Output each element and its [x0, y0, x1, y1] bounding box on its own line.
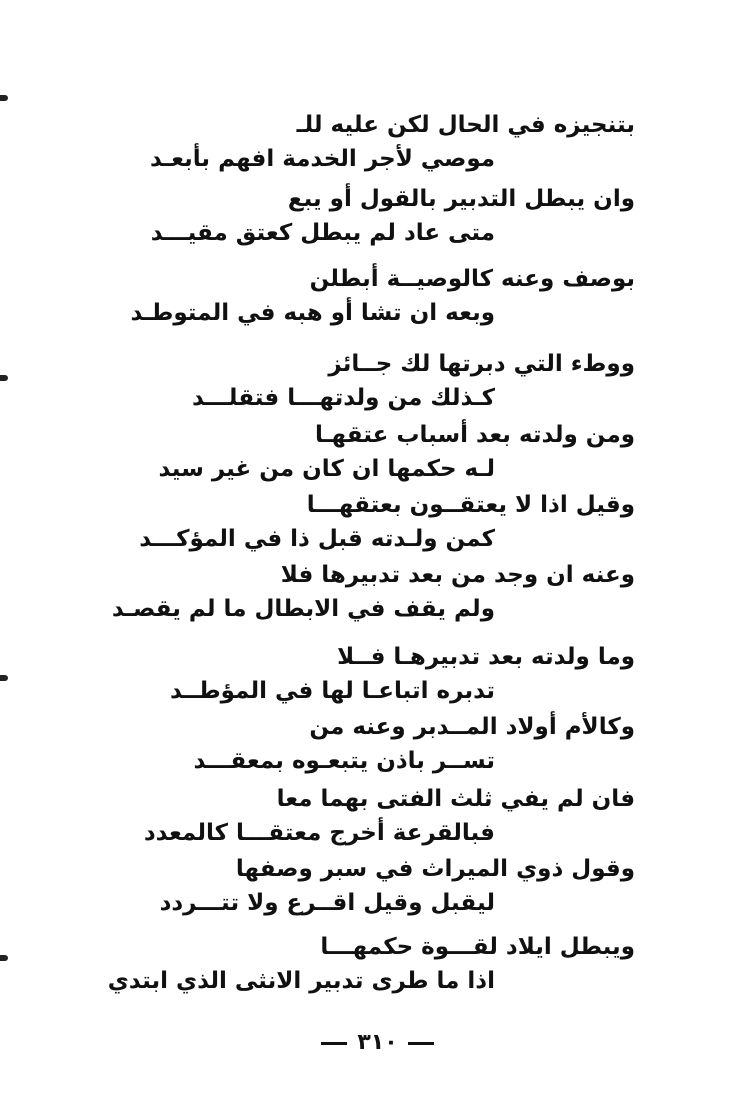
- verse: [130, 640, 635, 708]
- verse-second-hemistich: ليقبل وقيل اقــرع ولا تتـــردد: [159, 890, 495, 916]
- verse-first-hemistich: وان يبطل التدبير بالقول أو يبع: [287, 186, 635, 212]
- verse-first-hemistich: وعنه ان وجد من بعد تدبيرها فلا: [280, 562, 635, 588]
- verse-first-hemistich: ومن ولدته بعد أسباب عتقهـا: [315, 422, 635, 448]
- verse: [130, 710, 635, 778]
- verse-first-hemistich: ووطء التي دبرتها لك جــائز: [328, 351, 635, 377]
- verse: [111, 558, 635, 626]
- verse-second-hemistich: كمن ولـدته قبل ذا في المؤكـــد: [139, 526, 495, 552]
- verse-first-hemistich: وقيل اذا لا يعتقــون بعتقهـــا: [306, 492, 635, 518]
- verse-first-hemistich: بتنجيزه في الحال لكن عليه للـ: [296, 112, 635, 138]
- verse: [130, 347, 635, 415]
- verse: [130, 782, 635, 850]
- page-number: [0, 1030, 755, 1055]
- verse: [130, 418, 635, 486]
- verse-second-hemistich: اذا ما طرى تدبير الانثى الذي ابتدي: [107, 968, 495, 994]
- verse: [130, 488, 635, 556]
- page-number-value: ٣١٠: [357, 1030, 398, 1055]
- verse-second-hemistich: موصي لأجر الخدمة افهم بأبعـد: [150, 146, 495, 172]
- page-number-dash: [408, 1042, 434, 1045]
- verse-first-hemistich: وقول ذوي الميراث في سبر وصفها: [235, 856, 635, 882]
- scan-edge-mark: [0, 955, 8, 961]
- verse-second-hemistich: لـه حكمها ان كان من غير سيد: [158, 456, 495, 482]
- verse-first-hemistich: ويبطل ايلاد لقـــوة حكمهـــا: [320, 934, 635, 960]
- verse-second-hemistich: كـذلك من ولدتهـــا فتقلـــد: [191, 385, 495, 411]
- scan-edge-mark: [0, 675, 8, 681]
- scan-edge-mark: [0, 95, 8, 101]
- verse-second-hemistich: ولم يقف في الابطال ما لم يقصـد: [111, 596, 495, 622]
- verse: [130, 108, 635, 176]
- verse: [130, 182, 635, 250]
- verse: [130, 262, 635, 330]
- verse-second-hemistich: وبعه ان تشا أو هبه في المتوطـد: [130, 300, 495, 326]
- verse-second-hemistich: تســر باذن يتبعـوه بمعقـــد: [193, 748, 495, 774]
- page-number-dash: [321, 1042, 347, 1045]
- verse-first-hemistich: وكالأم أولاد المــدبر وعنه من: [309, 714, 635, 740]
- verse: [107, 930, 635, 998]
- verse-first-hemistich: وما ولدته بعد تدبيرهـا فــلا: [337, 644, 635, 670]
- verse-second-hemistich: تدبره اتباعـا لها في المؤطــد: [169, 678, 495, 704]
- scan-edge-mark: [0, 375, 8, 381]
- verse-second-hemistich: فبالقرعة أخرج معتقـــا كالمعدد: [143, 820, 495, 846]
- verse-first-hemistich: بوصف وعنه كالوصيــة أبطلن: [309, 266, 635, 292]
- verse: [130, 852, 635, 920]
- verse-second-hemistich: متى عاد لم يبطل كعتق مقيـــد: [150, 220, 495, 246]
- verse-first-hemistich: فان لم يفي ثلث الفتى بهما معا: [276, 786, 635, 812]
